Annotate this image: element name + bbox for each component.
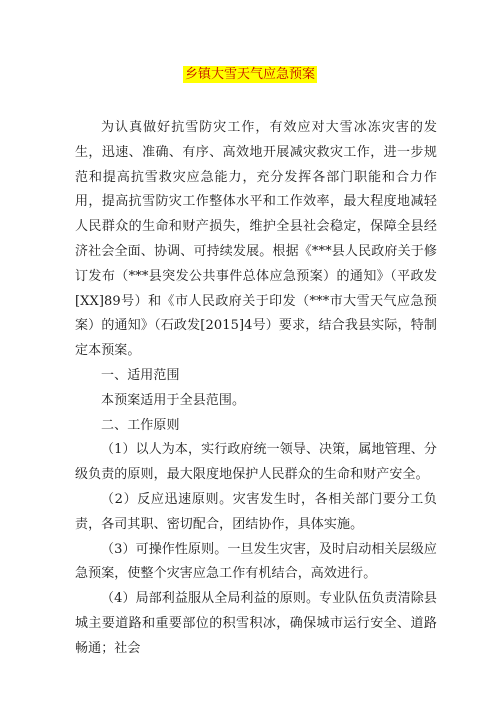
paragraph-principle-2: （2）反应迅速原则。灾害发生时，各相关部门要分工负责，各司其职、密切配合，团结协作，具体实施。 (75, 491, 437, 532)
document-title: 乡镇大雪天气应急预案 (184, 67, 315, 82)
document-body (75, 116, 437, 662)
paragraph-principle-4: （4）局部利益服从全局利益的原则。专业队伍负责清除县城主要道路和重要部位的积雪积冰，确保城市运行安全、道路畅通；社会 (75, 591, 437, 656)
paragraph-intro: 为认真做好抗雪防灾工作，有效应对大雪冰冻灾害的发生，迅速、准确、有序、高效地开展减灾救灾工作，进一步规范和提高抗雪救灾应急能力，充分发挥各部门职能和合力作用，提高抗雪防灾工作整体水平和工作效率，最大程度地减轻人民群众的生命和财产损失，维护全县社会稳定，保障全县经济社会全面、协调、可持续发展。根据《***县人民政府关于修订发布（***县突发公共事件总体应急预案）的通知》（平政发[XX]89号）和《市人民政府关于印发（***市大雪天气应急预案）的通知》（石政发[2015]4号）要求，结合我县实际，特制定本预案。 (75, 120, 437, 359)
paragraph-scope: 本预案适用于全县范围。 (101, 392, 246, 408)
paragraph-principle-3: （3）可操作性原则。一旦发生灾害，及时启动相关层级应急预案，使整个灾害应急工作有机结合，高效进行。 (75, 541, 437, 582)
section-heading-scope: 一、适用范围 (101, 367, 180, 383)
section-heading-principles: 二、工作原则 (101, 417, 180, 433)
title-container (0, 63, 500, 83)
paragraph-principle-1: （1）以人为本，实行政府统一领导、决策，属地管理、分级负责的原则，最大限度地保护人民群众的生命和财产安全。 (75, 442, 437, 483)
